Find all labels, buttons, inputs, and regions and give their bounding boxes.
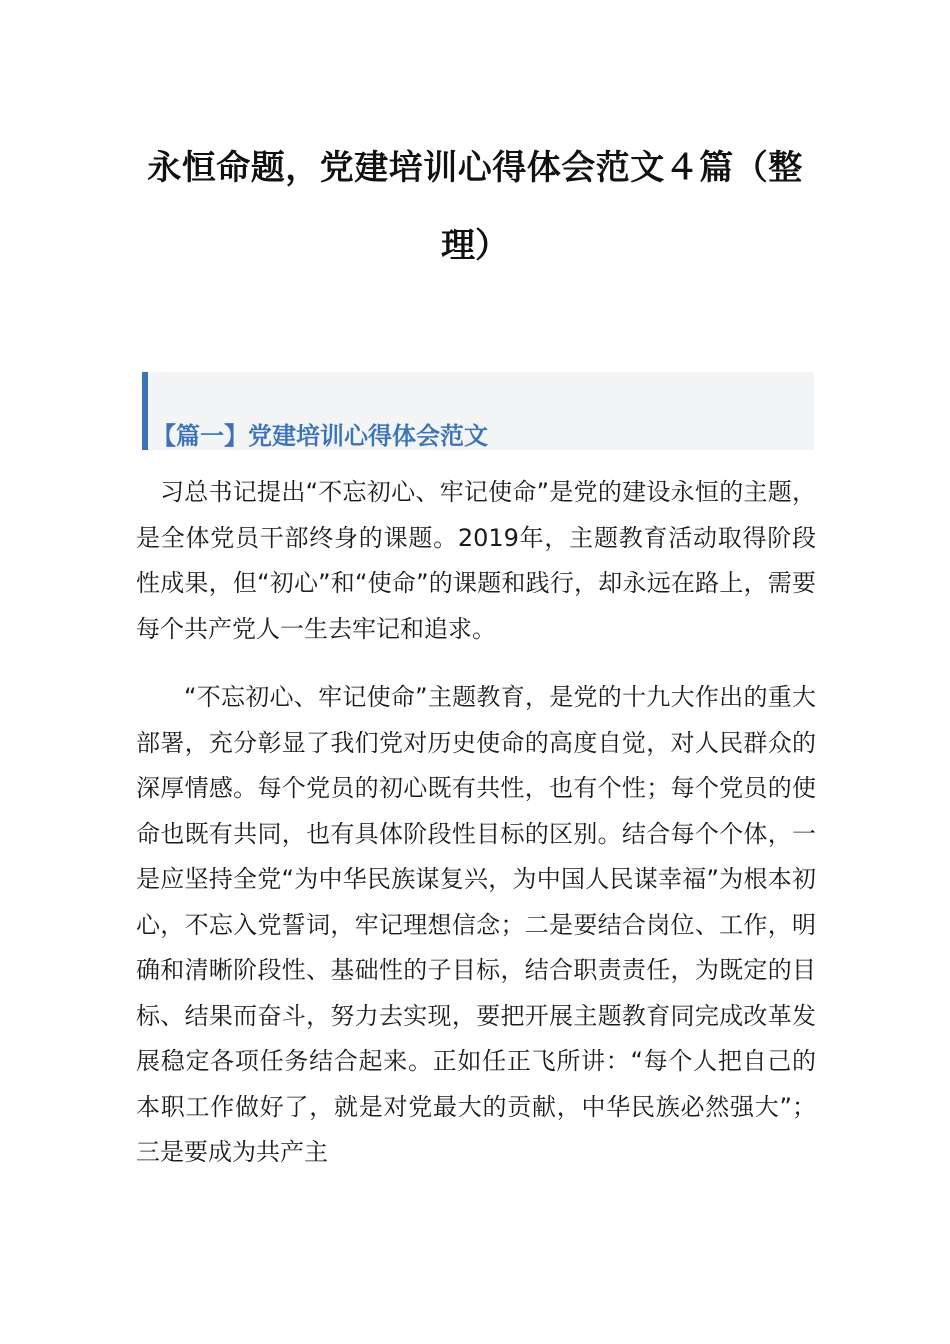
- paragraph-2: “不忘初心、牢记使命”主题教育，是党的十九大作出的重大部署，充分彰显了我们党对历史使命的高度自觉，对人民群众的深厚情感。每个党员的初心既有共性，也有个性；每个党员的使命也既有共同，也有具体阶段性目标的区别。结合每个个体，一是应坚持全党“为中华民族谋复兴，为中国人民谋幸福”为根本初心，不忘入党誓词，牢记理想信念；二是要结合岗位、工作，明确和清晰阶段性、基础性的子目标，结合职责责任，为既定的目标、结果而奋斗，努力去实现，要把开展主题教育同完成改革发展稳定各项任务结合起来。正如任正飞所讲：“每个人把自己的本职工作做好了，就是对党最大的贡献，中华民族必然强大”；三是要成为共产主: [136, 683, 816, 1166]
- document-title-line-2: 理）: [441, 226, 509, 266]
- paragraph-1: 习总书记提出“不忘初心、牢记使命”是党的建设永恒的主题，是全体党员干部终身的课题。2019年，主题教育活动取得阶段性成果，但“初心”和“使命”的课题和践行，却永远在路上，需要每个共产党人一生去牢记和追求。: [136, 478, 816, 643]
- section-heading: 【篇一】党建培训心得体会范文: [152, 422, 488, 450]
- document-title-line-1: 永恒命题，党建培训心得体会范文４篇（整: [147, 148, 803, 188]
- section-heading-box: [142, 372, 814, 450]
